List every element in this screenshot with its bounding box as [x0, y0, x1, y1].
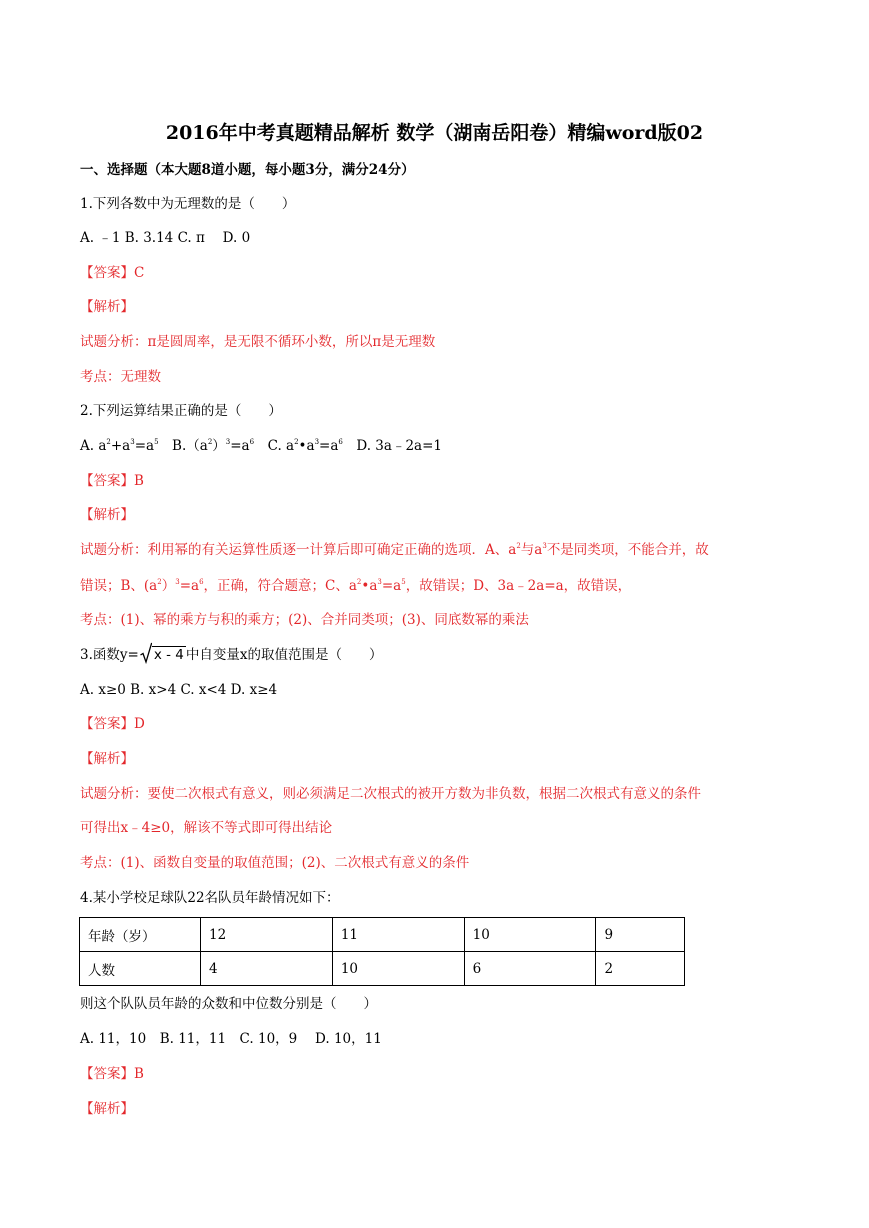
q4-stem: 4.某小学校足球队22名队员年龄情况如下：	[80, 890, 340, 906]
document-title: 2016年中考真题精品解析 数学（湖南岳阳卷）精编word版02	[165, 122, 704, 144]
exponent: 2	[356, 578, 362, 586]
q2-answer	[80, 471, 144, 491]
q1-stem: 1.下列各数中为无理数的是（ ）	[80, 196, 296, 212]
text: ）	[161, 578, 176, 594]
table-row	[80, 918, 685, 952]
table-cell: 10	[464, 918, 596, 952]
q4-options: A. 11，10 B. 11，11 C. 10，9 D. 10，11	[80, 1031, 382, 1047]
q2-analysis-line1	[80, 540, 709, 560]
answer-tag: 【答案】	[80, 265, 134, 281]
exponent: 2	[294, 438, 299, 446]
text: 中自变量x的取值范围是（ ）	[185, 647, 383, 663]
q4-analysis-tag: 【解析】	[80, 1101, 134, 1117]
radicand: x - 4	[153, 647, 184, 663]
exponent: 2	[207, 438, 213, 446]
exponent: 3	[542, 542, 547, 550]
text: ，正确，符合题意；C、a	[203, 578, 357, 594]
exponent: 6	[249, 438, 255, 446]
q1-analysis: 试题分析：π是圆周率，是无限不循环小数，所以π是无理数	[80, 334, 436, 350]
q3-stem	[80, 645, 383, 665]
answer-tag: 【答案】	[80, 473, 134, 489]
table-cell: 人数	[80, 952, 201, 986]
table-cell: 4	[201, 952, 333, 986]
q2-options	[80, 436, 442, 456]
q3-analysis-line1: 试题分析：要使二次根式有意义，则必须满足二次根式的被开方数为非负数，根据二次根式有意义的条件	[80, 786, 701, 802]
text: 不是同类项，不能合并，故	[546, 542, 709, 558]
exponent: 3	[225, 438, 231, 446]
text: •a	[298, 438, 315, 454]
q1-answer	[80, 263, 144, 283]
text: +a	[110, 438, 131, 454]
exponent: 6	[338, 438, 343, 446]
q1-options: A. ﹣1 B. 3.14 C. π D. 0	[80, 230, 251, 246]
q3-answer	[80, 714, 145, 734]
q2-option-b: B.（a	[158, 438, 208, 454]
exponent: 5	[401, 578, 406, 586]
table-cell: 2	[596, 952, 685, 986]
exponent: 5	[154, 438, 159, 446]
exponent: 3	[130, 438, 135, 446]
answer-value: D	[134, 716, 145, 732]
text: =a	[381, 578, 402, 594]
q2-analysis-tag: 【解析】	[80, 507, 134, 523]
q2-option-a: A. a	[80, 438, 107, 454]
q3-kaodian: 考点：(1)、函数自变量的取值范围；(2)、二次根式有意义的条件	[80, 855, 470, 871]
q1-analysis-tag: 【解析】	[80, 299, 134, 315]
table-cell: 12	[201, 918, 333, 952]
exponent: 3	[377, 578, 382, 586]
age-table	[79, 917, 685, 986]
table-cell: 年龄（岁）	[80, 918, 201, 952]
table-cell: 6	[464, 952, 596, 986]
text: 试题分析：利用幂的有关运算性质逐一计算后即可确定正确的选项．A、a	[80, 542, 517, 558]
q4-question: 则这个队队员年龄的众数和中位数分别是（ ）	[80, 996, 377, 1012]
answer-tag: 【答案】	[80, 1066, 134, 1082]
exponent: 2	[516, 542, 521, 550]
table-cell: 9	[596, 918, 685, 952]
q2-option-c: C. a	[254, 438, 295, 454]
q3-analysis-line2: 可得出x﹣4≥0，解该不等式即可得出结论	[80, 820, 333, 836]
answer-value: B	[134, 473, 144, 489]
text: 错误；B、(a	[80, 578, 158, 594]
table-cell: 10	[332, 952, 464, 986]
exponent: 3	[175, 578, 180, 586]
text: =a	[230, 438, 250, 454]
text: ）	[212, 438, 226, 454]
answer-value: B	[134, 1066, 144, 1082]
q3-analysis-tag: 【解析】	[80, 751, 134, 767]
exponent: 2	[106, 438, 111, 446]
q2-stem: 2.下列运算结果正确的是（ ）	[80, 403, 282, 419]
answer-tag: 【答案】	[80, 716, 134, 732]
exponent: 6	[199, 578, 204, 586]
radical-sign-icon	[140, 642, 152, 664]
text: =a	[319, 438, 339, 454]
section-header: 一、选择题（本大题8道小题，每小题3分，满分24分）	[80, 162, 415, 178]
q2-option-d: D. 3a﹣2a=1	[342, 438, 442, 454]
exponent: 2	[157, 578, 162, 586]
exponent: 3	[314, 438, 320, 446]
text: 与a	[520, 542, 543, 558]
square-root	[140, 645, 186, 665]
q3-options: A. x≥0 B. x>4 C. x<4 D. x≥4	[80, 682, 278, 698]
answer-value: C	[134, 265, 145, 281]
q2-kaodian: 考点：(1)、幂的乘方与积的乘方；(2)、合并同类项；(3)、同底数幂的乘法	[80, 612, 529, 628]
q1-kaodian: 考点：无理数	[80, 369, 161, 385]
text: 3.函数y=	[80, 647, 139, 663]
text: ，故错误；D、3a﹣2a=a，故错误，	[405, 578, 632, 594]
text: =a	[179, 578, 200, 594]
text: •a	[361, 578, 378, 594]
q4-answer	[80, 1064, 144, 1084]
q2-analysis-line2	[80, 576, 631, 596]
table-row	[80, 952, 685, 986]
table-cell: 11	[332, 918, 464, 952]
text: =a	[134, 438, 155, 454]
